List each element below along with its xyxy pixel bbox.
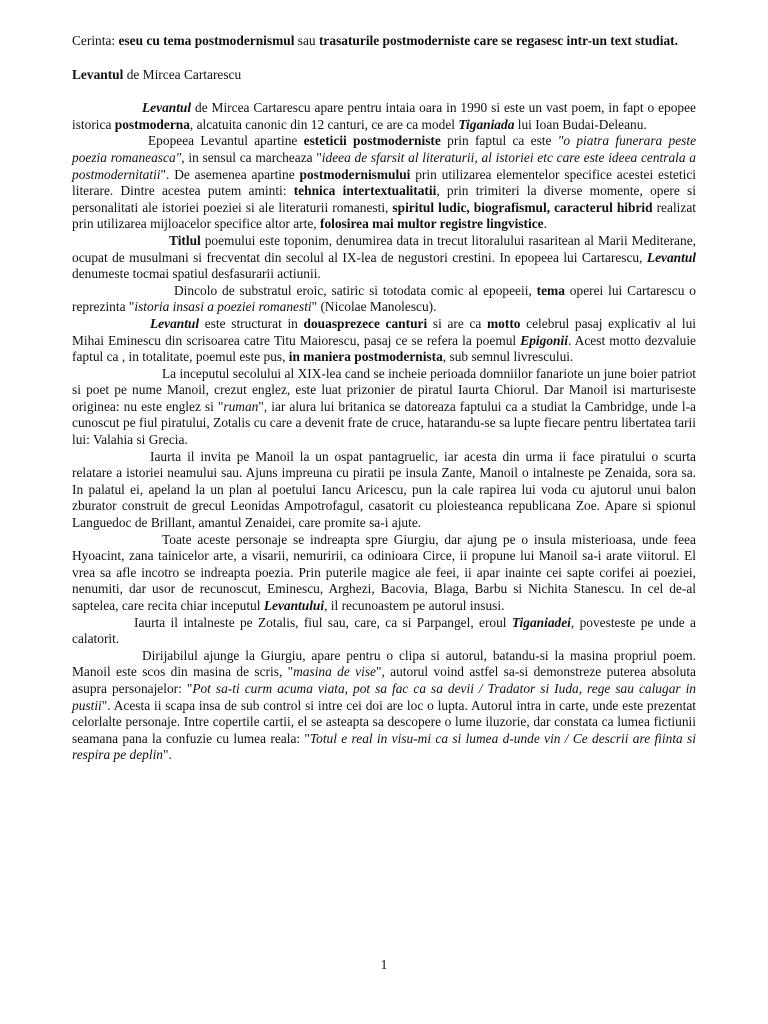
paragraph-3: Titlul poemului este toponim, denumirea data in trecut litoralului rasaritean al Marii Mediterane, ocupat de musulmani si frecventat din secolul al IX-lea de negustori crestini. In epopeea lui Cartarescu, Levantul denumeste tocmai spatiul desfasurarii actiunii. (72, 232, 696, 282)
requirement-line (72, 33, 696, 50)
paragraph-7: Iaurta il invita pe Manoil la un ospat pantagruelic, iar acesta din urma ii face piratului o scurta relatare a istoriei neamului sau. Ajuns impreuna cu piratii pe insula Zante, Manoil o intalneste pe Zenaida, sora sa. In palatul ei, apeland la un plan al poetului Iancu Aricescu, pun la cale rapirea lui voda cu ajutorul unui balon zburator construit de grecul Leonidas Ampotrofagul, casatorit cu ploiesteanca republicana Zoe. Apare si spionul Languedoc de Brillant, amantul Zenaidei, care promite sa-i ajute. (72, 448, 696, 531)
paragraph-10: Dirijabilul ajunge la Giurgiu, apare pentru o clipa si autorul, batandu-si la masina propriul poem. Manoil este scos din masina de scris, "masina de vise", autorul voind astfel sa-si demonstreze puterea absoluta asupra personajelor: "Pot sa-ti curm acuma viata, pot sa fac ca sa devii / Tradator si Iuda, rege sau calugar in pustii". Acesta ii scapa insa de sub control si intre cei doi are loc o lupta. Autorul intra in carte, unde este prezentat celorlalte personaje. Intre copertile cartii, el se asteapta sa descopere o lume iluzorie, dar constata ca lumea fictiunii seamana pana la confuzie cu lumea reala: "Totul e real in visu-mi ca si lumea d-unde vin / Ce descrii are fiinta si respira pe deplin". (72, 647, 697, 763)
requirement-topic-2: trasaturile postmoderniste care se regasesc intr-un text studiat. (318, 33, 678, 48)
work-title (72, 67, 696, 84)
paragraph-2: Epopeea Levantul apartine esteticii postmoderniste prin faptul ca este "o piatra funerara peste poezia romaneasca", in sensul ca marcheaza "ideea de sfarsit al literaturii, al istoriei etc care este ideea centrala a postmodernitatii". De asemenea apartine postmodernismului prin utilizarea elementelor specifice acestei estetici literare. Dintre acestea putem aminti: tehnica intertextualitatii, prin trimiteri la diverse momente, opere si personalitati ale istoriei poeziei si ale literaturii romanesti, spiritul ludic, biografismul, caracterul hibrid realizat prin utilizarea mijloacelor specifice altor arte, folosirea mai multor registre lingvistice. (72, 133, 697, 232)
paragraph-8: Toate aceste personaje se indreapta spre Giurgiu, dar ajung pe o insula misterioasa, unde feea Hyoacint, zana tainicelor arte, a visarii, nemuririi, ca odinioara Circe, ii propune lui Manoil sa-i arate viitorul. El vrea sa afle incotro se indreapta poezia. Prin puterile magice ale feei, ii apar inainte cei sapte corifei ai poeziei, nenumiti, dar usor de recunoscut, Eminescu, Arghezi, Bacovia, Blaga, Barbu si Nichita Stanescu. In cel de-al saptelea, care recita chiar inceputul Levantului, il recunoastem pe autorul insusi. (72, 531, 696, 613)
work-title-author: de Mircea Cartarescu (123, 66, 242, 82)
page-number: 1 (380, 957, 388, 972)
requirement-topic-1: eseu cu tema postmodernismul (118, 33, 295, 48)
requirement-or: sau (294, 33, 319, 48)
work-title-name: Levantul (72, 66, 124, 82)
paragraph-1: Levantul de Mircea Cartarescu apare pentru intaia oara in 1990 si este un vast poem, in fapt o epopee istorica postmoderna, alcatuita canonic din 12 canturi, ce are ca model Tiganiada lui Ioan Budai-Deleanu. (72, 100, 696, 132)
requirement-label: Cerinta: (72, 33, 119, 48)
paragraph-9: Iaurta il intalneste pe Zotalis, fiul sau, care, ca si Parpangel, eroul Tiganiadei, povesteste pe unde a calatorit. (72, 614, 696, 647)
paragraph-6: La inceputul secolului al XIX-lea cand se incheie perioada domniilor fanariote un june boier patriot si poet pe nume Manoil, crezut englez, este luat prizonier de piratul Iaurta Chiorul. Dar Manoil isi marturiseste originea: nu este englez si "ruman", iar alura lui britanica se datoreaza faptului ca a studiat la Cambridge, unde l-a cunoscut pe fiul piratului, Zotalis cu care a devenit frate de cruce, hatarandu-se sa lupte fiecare pentru libertatea tarii lui: Valahia si Grecia. (72, 365, 696, 448)
paragraph-5: Levantul este structurat in douasprezece canturi si are ca motto celebrul pasaj explicativ al lui Mihai Eminescu din scrisoarea catre Titu Maiorescu, pasaj ce se refera la poemul Epigonii. Acest motto dezvaluie faptul ca , in totalitate, poemul este pus, in maniera postmodernista, sub semnul livrescului. (72, 315, 696, 365)
paragraph-4: Dincolo de substratul eroic, satiric si totodata comic al epopeeii, tema operei lui Cartarescu o reprezinta "istoria insasi a poeziei romanesti" (Nicolae Manolescu). (72, 282, 696, 315)
